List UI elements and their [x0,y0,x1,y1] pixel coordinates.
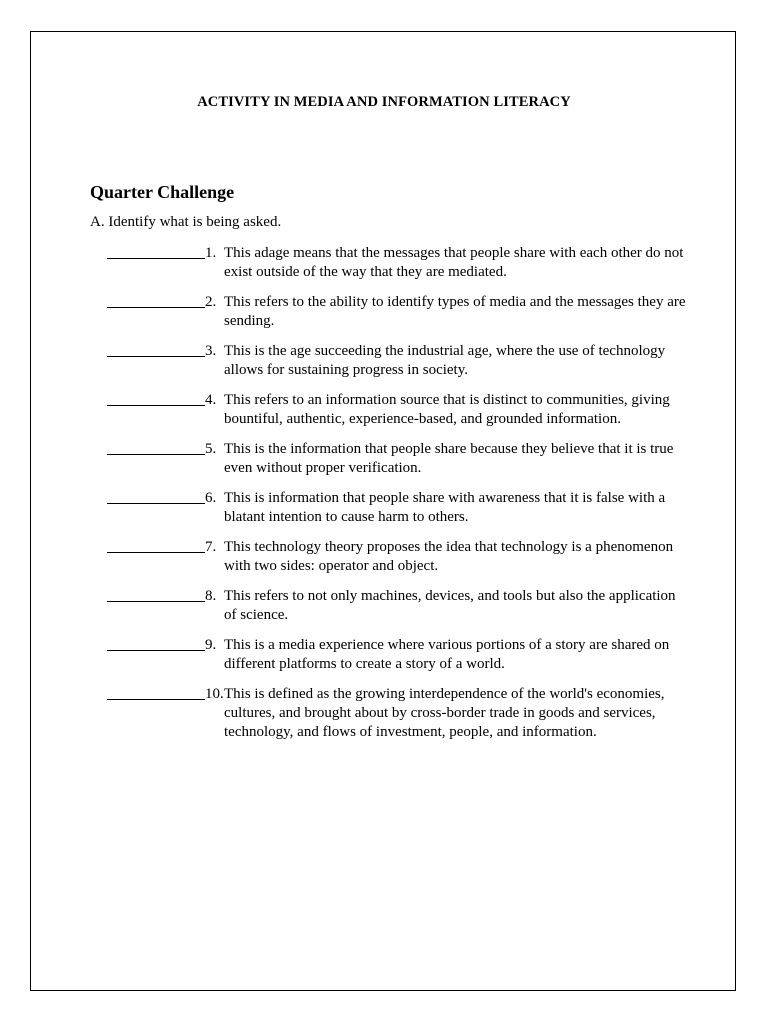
question-text: This refers to not only machines, devices, and tools but also the application of science. [224,588,676,623]
question-number: 10. [205,686,224,702]
answer-blank[interactable] [107,342,205,357]
answer-blank[interactable] [107,293,205,308]
question-text: This refers to the ability to identify types of media and the messages they are sending. [224,294,686,329]
question-number: 4. [205,392,217,408]
question-number: 9. [205,637,217,653]
question-item-7 [107,538,687,576]
answer-blank[interactable] [107,489,205,504]
question-text: This is the age succeeding the industrial age, where the use of technology allows for sustaining progress in society. [224,343,666,378]
answer-blank[interactable] [107,244,205,259]
answer-blank[interactable] [107,440,205,455]
question-item-8 [107,587,687,625]
question-number: 8. [205,588,217,604]
question-number: 6. [205,490,217,506]
question-number: 7. [205,539,217,555]
question-item-2 [107,293,687,331]
answer-blank[interactable] [107,636,205,651]
question-text: This is information that people share with awareness that it is false with a blatant intention to cause harm to others. [224,490,666,525]
question-text: This adage means that the messages that people share with each other do not exist outside of the way that they are mediated. [224,245,684,280]
question-item-9 [107,636,687,674]
question-item-5 [107,440,687,478]
answer-blank[interactable] [107,538,205,553]
question-item-6 [107,489,687,527]
section-heading: Quarter Challenge [90,182,235,202]
question-text: This is a media experience where various portions of a story are shared on different platforms to create a story of a world. [224,637,670,672]
answer-blank[interactable] [107,685,205,700]
question-number: 2. [205,294,217,310]
question-number: 5. [205,441,217,457]
question-item-4 [107,391,687,429]
document-title: ACTIVITY IN MEDIA AND INFORMATION LITERACY [197,94,571,110]
question-text: This is defined as the growing interdependence of the world's economies, cultures, and brought about by cross-border trade in goods and services, technology, and flows of investment, people, and information. [224,686,665,740]
question-list [107,244,687,753]
question-number: 1. [205,245,217,261]
question-item-3 [107,342,687,380]
question-item-10 [107,685,687,742]
question-text: This refers to an information source that is distinct to communities, giving bountiful, authentic, experience-based, and grounded information. [224,392,670,427]
question-item-1 [107,244,687,282]
answer-blank[interactable] [107,391,205,406]
instruction-text: A. Identify what is being asked. [90,214,282,230]
question-text: This is the information that people share because they believe that it is true even without proper verification. [224,441,674,476]
question-text: This technology theory proposes the idea that technology is a phenomenon with two sides: operator and object. [224,539,674,574]
question-number: 3. [205,343,217,359]
answer-blank[interactable] [107,587,205,602]
